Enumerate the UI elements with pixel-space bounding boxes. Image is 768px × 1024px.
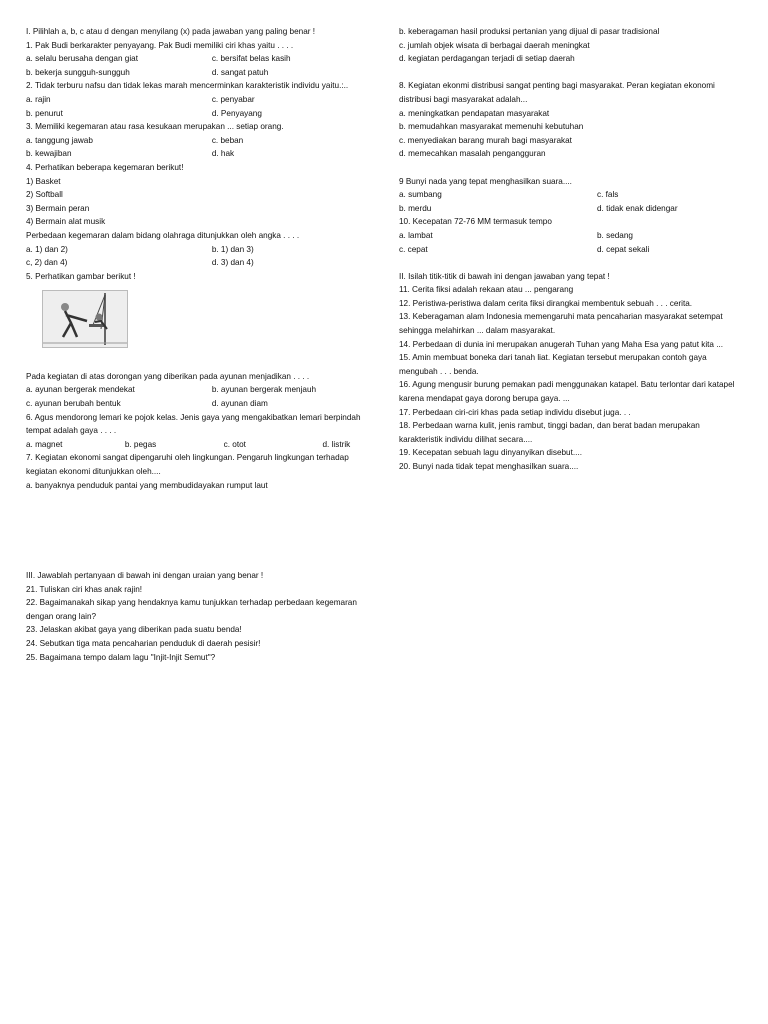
q2-option-b: b. penurut — [26, 108, 63, 118]
q8-option-c: c. menyediakan barang murah bagi masyarakat — [399, 135, 572, 145]
section3 — [26, 569, 362, 664]
section3-title: III. Jawablah pertanyaan di bawah ini dengan uraian yang benar ! — [26, 571, 264, 580]
q2-option-d: d. Penyayang — [211, 108, 262, 118]
essay-item: 21. Tuliskan ciri khas anak rajin! — [26, 584, 143, 594]
q8-stem: 8. Kegiatan ekonmi distribusi sangat penting bagi masyarakat. Peran kegiatan ekonomi distribusi bagi masyarakat adalah... — [399, 81, 715, 104]
fill-item: 14. Perbedaan di dunia ini merupakan anugerah Tuhan yang Maha Esa yang patut kita ... — [399, 339, 724, 349]
right-column — [399, 25, 744, 474]
fill-item: 18. Perbedaan warna kulit, jenis rambut, tinggi badan, dan berat badan merupakan karakteristik individu dilihat secara.... — [399, 421, 700, 444]
q4-options — [26, 243, 362, 257]
left-column — [26, 25, 362, 492]
section2-title: II. Isilah titik-titik di bawah ini dengan jawaban yang tepat ! — [399, 271, 610, 281]
q9-options — [399, 188, 744, 202]
q4-options-row2 — [26, 256, 362, 270]
q10-stem: 10. Kecepatan 72-76 MM termasuk tempo — [399, 217, 552, 227]
q4-option-a: a. 1) dan 2) — [26, 244, 68, 254]
q7-option-d: d. kegiatan perdagangan terjadi di setiap daerah — [399, 54, 575, 64]
q2-options-row2 — [26, 107, 362, 121]
fill-item: 17. Perbedaan ciri-ciri khas pada setiap individu disebut juga. . . — [399, 407, 631, 417]
q2-options — [26, 93, 362, 107]
q7-option-b: b. keberagaman hasil produksi pertanian yang dijual di pasar tradisional — [399, 27, 660, 36]
q4-option-c: c, 2) dan 4) — [26, 258, 68, 268]
q5-question: Pada kegiatan di atas dorongan yang diberikan pada ayunan menjadikan . . . . — [26, 371, 310, 381]
q3-stem: 3. Memiliki kegemaran atau rasa kesukaan merupakan ... setiap orang. — [26, 122, 284, 132]
q2-option-a: a. rajin — [26, 94, 51, 104]
q6-option-a: a. magnet — [26, 439, 63, 449]
fill-item: 19. Kecepatan sebuah lagu dinyanyikan disebut.... — [399, 448, 582, 458]
q4-question: Perbedaan kegemaran dalam bidang olahraga ditunjukkan oleh angka . . . . — [26, 230, 300, 240]
fill-item: 12. Peristiwa-peristiwa dalam cerita fiksi dirangkai membentuk sebuah . . . cerita. — [399, 298, 693, 308]
q1-stem: 1. Pak Budi berkarakter penyayang. Pak Budi memiliki ciri khas yaitu . . . . — [26, 40, 294, 50]
q1-option-b: b. bekerja sungguh-sungguh — [26, 67, 130, 77]
q5-options — [26, 383, 362, 397]
q1-options — [26, 52, 362, 66]
q9-option-a: a. sumbang — [399, 190, 442, 200]
q9-option-b: b. merdu — [399, 203, 432, 213]
q5-option-b: b. ayunan bergerak menjauh — [211, 385, 317, 395]
q6-option-c: c. otot — [223, 439, 246, 449]
q7-option-a: a. banyaknya penduduk pantai yang membudidayakan rumput laut — [26, 480, 268, 490]
q1-option-c: c. bersifat belas kasih — [211, 54, 291, 64]
q4-item: 1) Basket — [26, 176, 61, 186]
q10-option-d: d. cepat sekali — [597, 244, 650, 254]
section1-title: I. Pilihlah a, b, c atau d dengan menyilang (x) pada jawaban yang paling benar ! — [26, 27, 316, 36]
q2-option-c: c. penyabar — [211, 94, 255, 104]
q1-options-row2 — [26, 66, 362, 80]
q4-item: 4) Bermain alat musik — [26, 217, 106, 227]
q3-options — [26, 134, 362, 148]
swing-push-icon — [43, 291, 127, 347]
q7-stem: 7. Kegiatan ekonomi sangat dipengaruhi oleh lingkungan. Pengaruh lingkungan terhadap kegiatan ekonomi ditunjukkan oleh.... — [26, 453, 349, 477]
q4-stem: 4. Perhatikan beberapa kegemaran berikut! — [26, 162, 184, 172]
fill-item: 20. Bunyi nada tidak tepat menghasilkan suara.... — [399, 462, 579, 471]
fill-item: 13. Keberagaman alam Indonesia memengaruhi mata pencaharian masyarakat setempat sehingga melahirkan ... dalam masyarakat. — [399, 312, 723, 336]
essay-item: 24. Sebutkan tiga mata pencaharian penduduk di daerah pesisir! — [26, 638, 261, 648]
q6-option-d: d. listrik — [322, 439, 351, 449]
q8-option-b: b. memudahkan masyarakat memenuhi kebutuhan — [399, 122, 584, 132]
q9-option-c: c. fals — [597, 190, 619, 200]
q10-option-a: a. lambat — [399, 230, 433, 240]
q10-options-row2 — [399, 243, 744, 257]
q3-option-d: d. hak — [211, 149, 235, 159]
fill-item: 16. Agung mengusir burung pemakan padi menggunakan katapel. Batu terlontar dari katapel karena mendapat gaya dorong berupa gaya. ... — [399, 380, 735, 404]
q6-options — [26, 438, 362, 452]
q4-option-b: b. 1) dan 3) — [211, 244, 254, 254]
q5-option-c: c. ayunan berubah bentuk — [26, 399, 121, 409]
q3-option-a: a. tanggung jawab — [26, 135, 93, 145]
q3-option-b: b. kewajiban — [26, 149, 72, 159]
q5-option-d: d. ayunan diam — [211, 399, 268, 409]
q10-option-b: b. sedang — [597, 230, 633, 240]
q6-stem: 6. Agus mendorong lemari ke pojok kelas. Jenis gaya yang mengakibatkan lemari berpindah tempat adalah gaya . . . . — [26, 412, 361, 436]
essay-item: 23. Jelaskan akibat gaya yang diberikan pada suatu benda! — [26, 625, 242, 635]
q10-option-c: c. cepat — [399, 244, 428, 254]
q9-stem: 9 Bunyi nada yang tepat menghasilkan suara.... — [399, 176, 572, 186]
q9-option-d: d. tidak enak didengar — [597, 203, 678, 213]
q6-option-b: b. pegas — [124, 439, 157, 449]
q9-options-row2 — [399, 202, 744, 216]
q8-option-d: d. memecahkan masalah pengangguran — [399, 149, 546, 159]
swing-push-illustration — [42, 290, 128, 348]
q3-options-row2 — [26, 147, 362, 161]
q5-option-a: a. ayunan bergerak mendekat — [26, 385, 135, 395]
q7-option-c: c. jumlah objek wisata di berbagai daerah meningkat — [399, 40, 590, 50]
essay-item: 22. Bagaimanakah sikap yang hendaknya kamu tunjukkan terhadap perbedaan kegemaran dengan orang lain? — [26, 598, 357, 621]
fill-item: 11. Cerita fiksi adalah rekaan atau ... pengarang — [399, 285, 574, 295]
q8-option-a: a. meningkatkan pendapatan masyarakat — [399, 108, 550, 118]
q4-option-d: d. 3) dan 4) — [211, 258, 254, 268]
fill-item: 15. Amin membuat boneka dari tanah liat. Kegiatan tersebut merupakan contoh gaya mengubah . . . benda. — [399, 353, 707, 376]
q1-option-d: d. sangat patuh — [211, 67, 269, 77]
q3-option-c: c. beban — [211, 135, 244, 145]
q10-options — [399, 229, 744, 243]
q5-options-row2 — [26, 397, 362, 411]
q1-option-a: a. selalu berusaha dengan giat — [26, 54, 138, 64]
q4-item: 3) Bermain peran — [26, 203, 90, 213]
q5-stem: 5. Perhatikan gambar berikut ! — [26, 271, 136, 281]
q4-item: 2) Softball — [26, 190, 63, 200]
q2-stem: 2. Tidak terburu nafsu dan tidak lekas marah mencerminkan karakteristik individu yaitu.:.. — [26, 81, 349, 91]
essay-item: 25. Bagaimana tempo dalam lagu "Injit-Injit Semut"? — [26, 652, 216, 662]
